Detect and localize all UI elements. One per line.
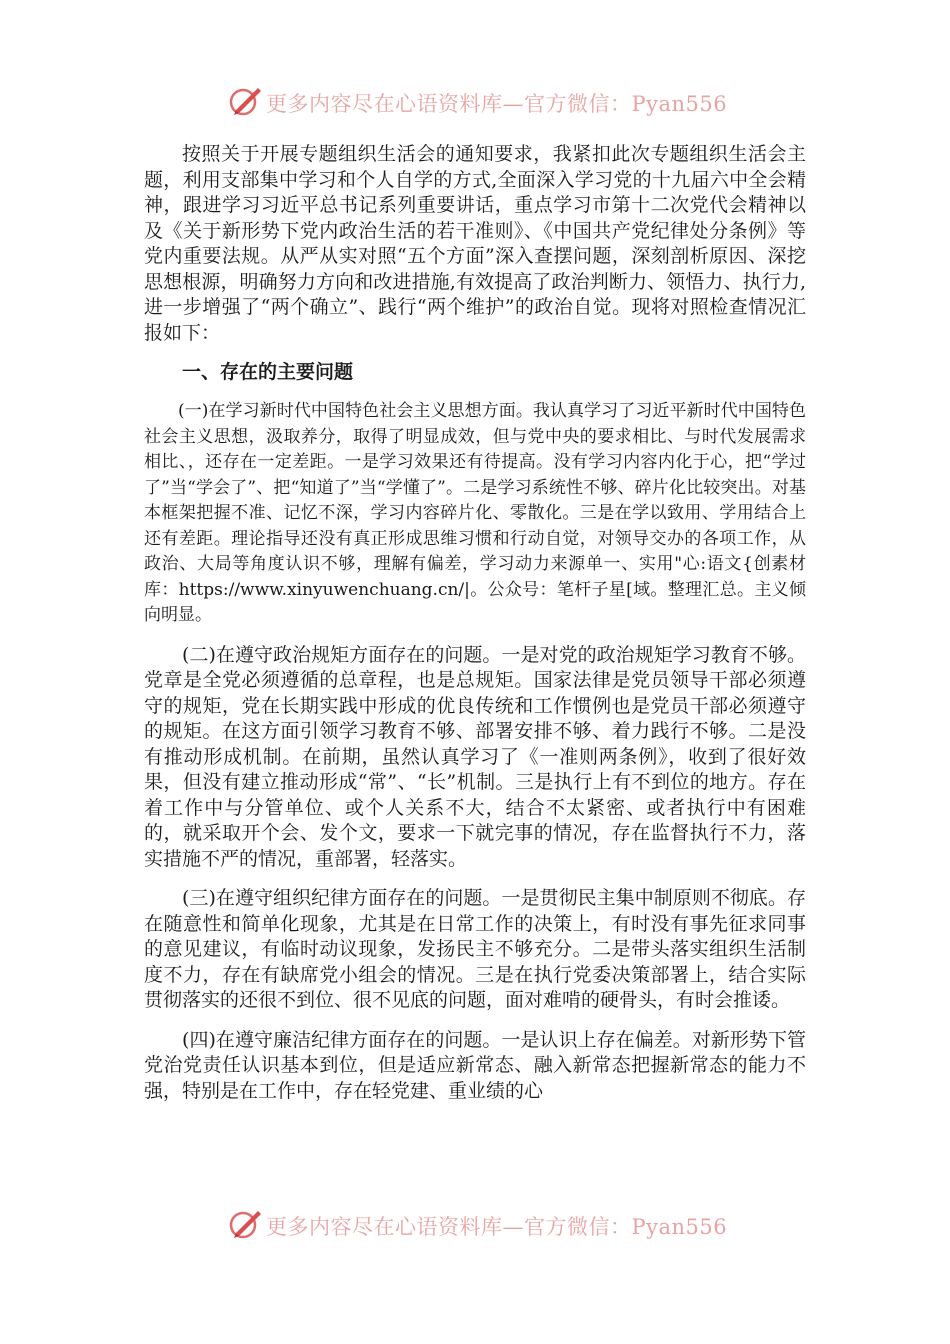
pen-logo-icon <box>228 1207 264 1241</box>
paragraph-integrity-discipline: (四)在遵守廉洁纪律方面存在的问题。一是认识上存在偏差。对新形势下管党治党责任认识基本到位，但是适应新常态、融入新常态把握新常态的能力不强，特别是在工作中，存在轻党建、重业绩的心 <box>144 1028 806 1102</box>
banner-text: 更多内容尽在心语资料库—官方微信：Pyan556 <box>266 1215 728 1239</box>
paragraph-political-rules: (二)在遵守政治规矩方面存在的问题。一是对党的政治规矩学习教育不够。党章是全党必须遵循的总章程，也是总规矩。国家法律是党员领导干部必须遵守的规矩，党在长期实践中形成的优良传统和工作惯例也是党员干部必须遵守的规矩。在这方面引领学习教育不够、部署安排不够、着力践行不够。二是没有推动形成机制。在前期，虽然认真学习了《一准则两条例》，收到了很好效果，但没有建立推动形成“常”、“长”机制。三是执行上有不到位的地方。存在着工作中与分管单位、或个人关系不大，结合不太紧密、或者执行中有困难的，就采取开个会、发个文，要求一下就完事的情况，存在监督执行不力，落实措施不严的情况，重部署，轻落实。 <box>144 643 806 870</box>
section-heading: 一、存在的主要问题 <box>182 361 354 383</box>
intro-paragraph: 按照关于开展专题组织生活会的通知要求，我紧扣此次专题组织生活会主题，利用支部集中学习和个人自学的方式,全面深入学习党的十九届六中全会精神，跟进学习习近平总书记系列重要讲话，重点学习市第十二次党代会精神以及《关于新形势下党内政治生活的若干准则》、《中国共产党纪律处分条例》等党内重要法规。从严从实对照“五个方面”深入查摆问题，深刻剖析原因、深挖思想根源，明确努力方向和改进措施,有效提高了政治判断力、领悟力、执行力,进一步增强了“两个确立”、践行“两个维护”的政治自觉。现将对照检查情况汇报如下： <box>144 143 806 344</box>
banner-text: 更多内容尽在心语资料库—官方微信：Pyan556 <box>266 92 728 116</box>
footer-banner <box>0 1205 950 1245</box>
paragraph-organizational-discipline: (三)在遵守组织纪律方面存在的问题。一是贯彻民主集中制原则不彻底。存在随意性和简单化现象，尤其是在日常工作的决策上，有时没有事先征求同事的意见建议，有临时动议现象，发扬民主不够充分。二是带头落实组织生活制度不力，存在有缺席党小组会的情况。三是在执行党委决策部署上，结合实际贯彻落实的还很不到位、很不见底的问题，面对难啃的硬骨头，有时会推诿。 <box>144 887 806 1011</box>
paragraph-study: (一)在学习新时代中国特色社会主义思想方面。我认真学习了习近平新时代中国特色社会主义思想，汲取养分，取得了明显成效，但与党中央的要求相比、与时代发展需求相比、，还存在一定差距。一是学习效果还有待提高。没有学习内容内化于心，把“学过了”当“学会了”、把“知道了”当“学懂了”。二是学习系统性不够、碎片化比较突出。对基本框架把握不准、记忆不深，学习内容碎片化、零散化。三是在学以致用、学用结合上还有差距。理论指导还没有真正形成思维习惯和行动自觉，对领导交办的各项工作，从政治、大局等角度认识不够，理解有偏差，学习动力来源单一、实用"心:语文{创素材库：https://www.xinyuwenchuang.cn/|。公众号：笔杆子星[域。整理汇总。主义倾向明显。 <box>144 401 806 625</box>
header-banner <box>0 82 950 122</box>
pen-logo-icon <box>228 84 264 118</box>
document-body <box>144 142 806 1104</box>
